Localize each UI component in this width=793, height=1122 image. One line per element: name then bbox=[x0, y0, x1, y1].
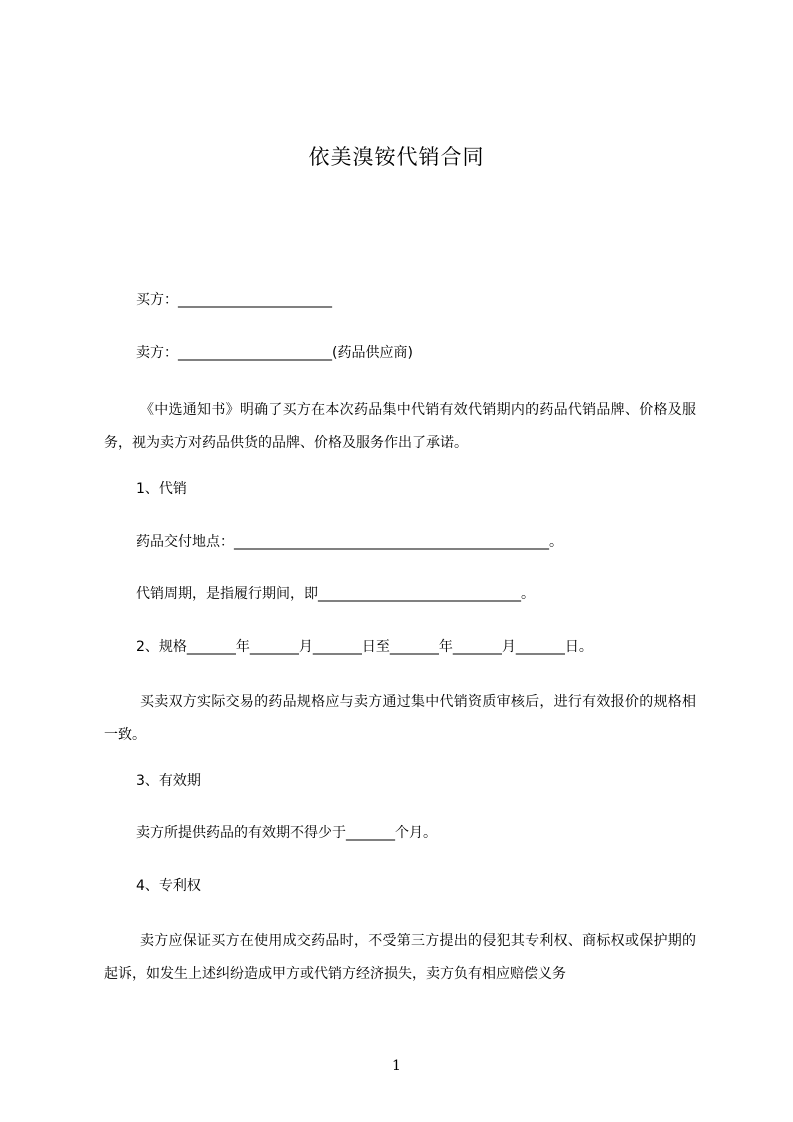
delivery-location-line: 药品交付地点：_____________________________________________。 bbox=[136, 534, 563, 550]
section-4-heading: 4、专利权 bbox=[136, 878, 201, 894]
consignment-period-line: 代销周期，是指履行期间，即_____________________________。 bbox=[136, 586, 535, 602]
document-title: 依美溴铵代销合同 bbox=[308, 145, 485, 169]
section-1-heading: 1、代销 bbox=[136, 481, 187, 497]
section-3-heading: 3、有效期 bbox=[136, 773, 201, 789]
section-2-heading: 2、规格_______年_______月_______日至_______年_______月_______日。 bbox=[136, 639, 593, 655]
patent-paragraph: 卖方应保证买方在使用成交药品时，不受第三方提出的侵犯其专利权、商标权或保护期的起诉，如发生上述纠纷造成甲方或代销方经济损失，卖方负有相应赔偿义务 bbox=[104, 933, 696, 982]
spec-paragraph: 买卖双方实际交易的药品规格应与卖方通过集中代销资质审核后，进行有效报价的规格相一致。 bbox=[104, 694, 696, 743]
page-number: 1 bbox=[392, 1058, 401, 1074]
buyer-line: 买方：______________________ bbox=[136, 292, 332, 308]
validity-line: 卖方所提供药品的有效期不得少于_______个月。 bbox=[136, 825, 437, 841]
seller-line: 卖方：______________________(药品供应商) bbox=[136, 345, 413, 361]
intro-paragraph: 《中选通知书》明确了买方在本次药品集中代销有效代销期内的药品代销品牌、价格及服务，视为卖方对药品供货的品牌、价格及服务作出了承诺。 bbox=[104, 402, 696, 451]
